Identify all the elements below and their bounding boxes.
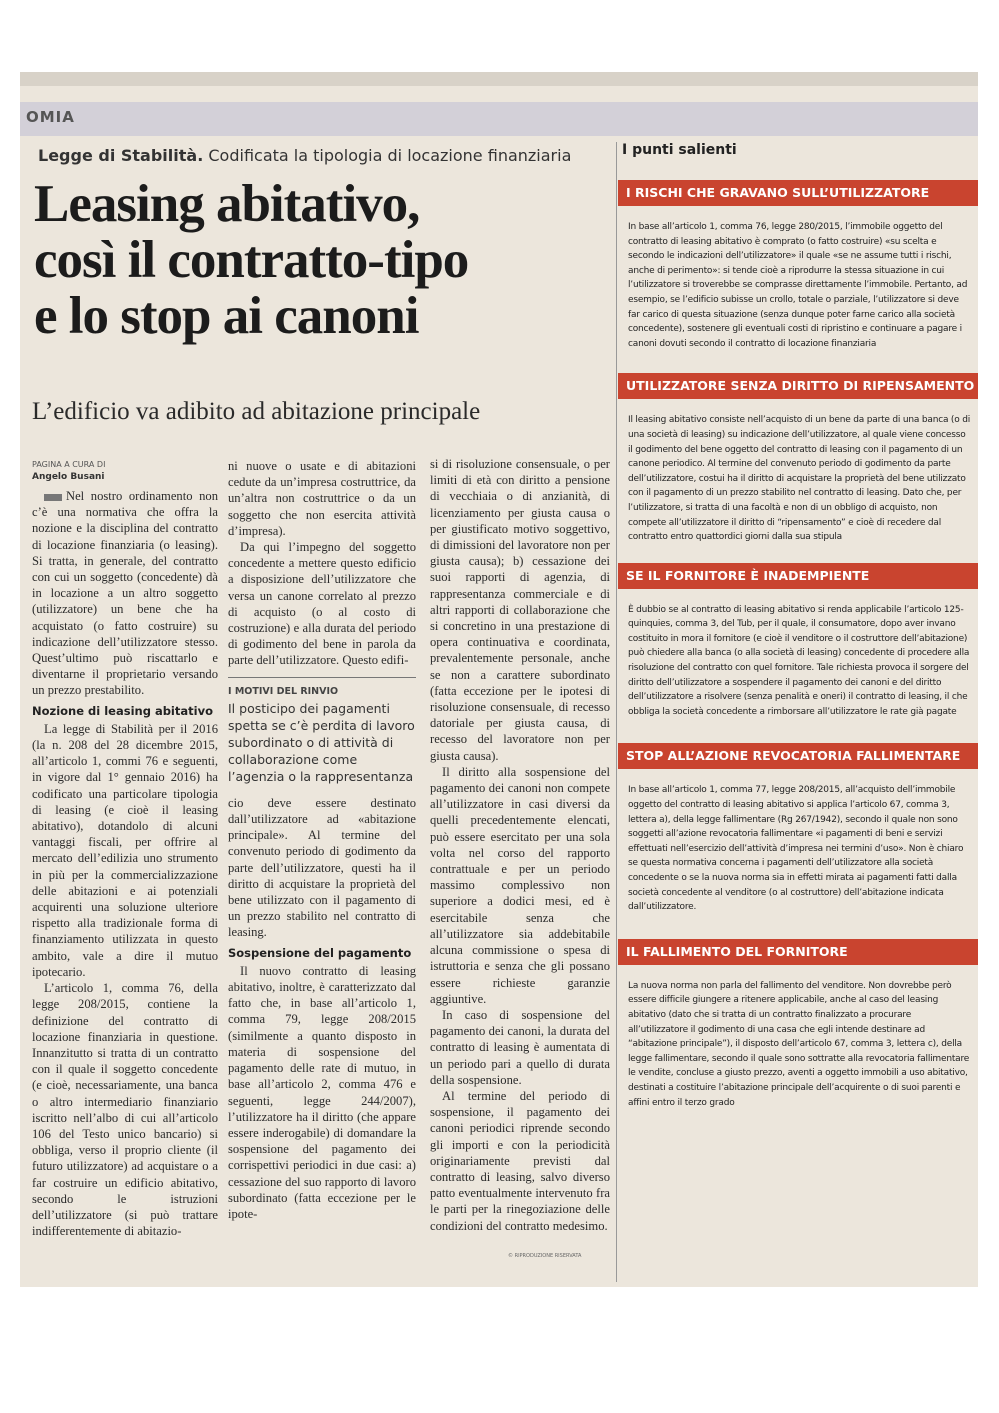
kicker-text: Codificata la tipologia di locazione finanziaria — [208, 146, 572, 165]
section-label: OMIA — [26, 108, 75, 126]
section-heading: Sospensione del pagamento — [228, 945, 412, 960]
pull-quote-text: Il posticipo dei pagamenti spetta se c’è perdita di lavoro subordinato o di attività di collaborazione come l’agenzia o la rappresentanza — [228, 700, 415, 784]
top-margin-band — [20, 72, 978, 86]
newspaper-clipping — [20, 72, 978, 1287]
sidebar-key-points — [618, 142, 978, 1287]
sidebar-text: La nuova norma non parla del fallimento del venditore. Non dovrebbe però essere difficile giungere a ritenere applicabile, anche al caso del leasing abitativo (dato che si tratta di un contratto finalizzato a procurare all’utilizzatore il godimento di una casa che egli intende destinare ad “abitazione principale”), il disposto dell’articolo 67, comma 3, lettera c), della legge fallimentare, secondo il quale sono sottratte alla revocatoria fallimentare le vendite, concluse a giusto prezzo, aventi a oggetto immobili a uso abitativo, destinati a costituire l’abitazione principale dell’acquirente o di suoi parenti e affini entro il terzo grado — [628, 980, 970, 1108]
sidebar-heading: I RISCHI CHE GRAVANO SULL’UTILIZZATORE — [618, 180, 978, 206]
sidebar-heading: STOP ALL’AZIONE REVOCATORIA FALLIMENTARE — [618, 743, 978, 769]
copyright-note: © RIPRODUZIONE RISERVATA — [508, 1253, 582, 1259]
pull-quote-title: I MOTIVI DEL RINVIO — [228, 685, 339, 697]
paragraph: Da qui l’impegno del soggetto concedente a mettere questo edificio a disposizione dell’utilizzatore che versa un canone correlato al prezzo di acquisto (o al costo di costruzione) e alla durata del periodo di godimento del bene in parola da parte dell’utilizzatore. Questo edifi- — [228, 540, 416, 668]
sidebar-heading: IL FALLIMENTO DEL FORNITORE — [618, 939, 978, 965]
sidebar-text: In base all’articolo 1, comma 77, legge 208/2015, all’acquisto dell’immobile oggetto del contratto di leasing abitativo si applica l’articolo 67, comma 3, lettera a), della legge fallimentare (Rg 267/1942), secondo il quale non sono soggetti all’azione revocatoria fallimentare «i pagamenti di beni e servizi effettuati nell’esercizio dell’attività d’impresa nei termini d’uso». Non è chiaro se questa normativa concerna i pagamenti dell’utilizzatore alla società concedente o se la nuova norma sia in effetti mirata ai pagamenti fatti dalla società concedente al venditore (o al costruttore) dell’abitazione indicata dall’utilizzatore. — [628, 785, 964, 913]
paragraph-marker-icon — [44, 494, 62, 501]
kicker-bold: Legge di Stabilità. — [38, 146, 204, 165]
subheadline: L’edificio va adibito ad abitazione principale — [32, 398, 481, 425]
article-column-2 — [228, 458, 416, 1222]
article-column-3 — [430, 456, 610, 1234]
paragraph: ni nuove o usate e di abitazioni cedute da un’impresa costruttrice, da un’altra non costruttrice o da un soggetto che non esercita attività d’impresa). — [228, 459, 416, 538]
sidebar-text: Il leasing abitativo consiste nell’acquisto di un bene da parte di una banca (o di una società di leasing) su indicazione dell’utilizzatore, al quale viene concesso il godimento del bene oggetto del contratto di leasing con il pagamento di un canone periodico. Al termine del convenuto periodo di godimento da parte dell’utilizzatore, costui ha il diritto di acquistare la proprietà del bene utilizzato con il pagamento di un prezzo stabilito nel contratto di leasing. Dato che, per l’utilizzatore, si tratta di una facoltà e non di un obbligo di acquisto, non compete all’utilizzatore il diritto di “ripensamento” e cioè di recedere dal contratto entro quattordici giorni dalla sua stipula — [628, 415, 971, 543]
sidebar-text: È dubbio se al contratto di leasing abitativo si renda applicabile l’articolo 125-quinquies, comma 3, del Tub, per il quale, il consumatore, dopo aver invano costituito in mora il fornitore (e cioè il venditore o il costruttore dell’abitazione) può chiedere alla banca (o alla società di leasing) concedente di procedere alla risoluzione del contratto con quel fornitore. Tale richiesta provoca il sorgere del diritto dell’utilizzatore a sospendere il pagamento dei canoni e del diritto dell’utilizzatore a risolvere (senza penalità e oneri) il contratto di leasing, il che obbliga la società concedente a rimborsare all’utilizzatore le rate già pagate — [628, 604, 970, 717]
paragraph: Il diritto alla sospensione del pagamento dei canoni non compete all’utilizzatore in casi diversi da quelli precedentemente elencati, può essere esercitato per una sola volta nel corso del rapporto contrattuale e per un periodo massimo complessivo non superiore a dodici mesi, ed è esercitabile senza che all’utilizzatore sia addebitabile alcuna commissione o spesa di istruttoria e senza che gli possano essere richieste garanzie aggiuntive. — [430, 764, 610, 1006]
paragraph: In caso di sospensione del pagamento dei canoni, la durata del contratto di leasing è aumentata di un periodo pari a quello di durata della sospensione. — [430, 1007, 610, 1087]
paragraph: si di risoluzione consensuale, o per limiti di età con diritto a pensione di vecchiaia o di anzianità, di licenziamento per giusta causa o per giustificato motivo soggettivo, di dimissioni del lavoratore non per giusta causa); b) cessazione dei suoi rapporti di agenzia, di rappresentanza commerciale e di altri rapporti di collaborazione che si concretino in una prestazione di opera continuativa e coordinata, prevalentemente personale, anche se non a carattere subordinato (fatta eccezione per le ipotesi di risoluzione consensuale, di recesso datoriale per giusta causa, di recesso del lavoratore non per giusta causa). — [430, 457, 610, 763]
sidebar-title: I punti salienti — [622, 142, 737, 158]
paragraph: cio deve essere destinato dall’utilizzatore ad «abitazione principale». Al termine del convenuto periodo di godimento da parte dell’utilizzatore, questi ha il diritto di acquistare la proprietà del bene utilizzato con il pagamento di un prezzo stabilito nel contratto di leasing. — [228, 795, 416, 940]
paragraph: La legge di Stabilità per il 2016 (la n. 208 del 28 dicembre 2015, all’articolo 1, commi 76 e seguenti, in vigore dal 1° gennaio 2016) ha codificato una particolare tipologia di leasing (e cioè il leasing abitativo), dotandolo di alcuni vantaggi fiscali, per offrire al mercato dell’edilizia uno strumento in più per la commercializzazione delle abitazioni e ai potenziali acquirenti una soluzione ulteriore rispetto alla tradizionale forma di finanziamento utilizzata in questo ambito, vale a dire il mutuo ipotecario. — [32, 721, 218, 979]
paragraph: Il nuovo contratto di leasing abitativo, inoltre, è caratterizzato dal fatto che, in base all’articolo 1, comma 79, legge 208/2015 (similmente a quanto disposto in materia di sospensione del pagamento delle rate di mutuo, in base all’articolo 2, comma 476 e seguenti, legge 244/2007), l’utilizzatore ha il diritto (che appare essere inderogabile) di domandare la sospensione del pagamento dei corrispettivi periodici in due casi: a) cessazione del suo rapporto di lavoro subordinato (fatta eccezione per le ipote- — [228, 963, 416, 1221]
section-header-bar — [20, 102, 978, 136]
column-divider — [616, 142, 617, 1282]
sidebar-heading: SE IL FORNITORE È INADEMPIENTE — [618, 563, 978, 589]
sidebar-heading: UTILIZZATORE SENZA DIRITTO DI RIPENSAMENTO — [618, 373, 978, 399]
pull-quote-box — [228, 677, 416, 785]
headline — [34, 176, 614, 344]
headline-line-3: e lo stop ai canoni — [34, 287, 419, 345]
paragraph: Al termine del periodo di sospensione, il pagamento dei canoni periodici riprende secondo gli importi e con la periodicità originariamente previsti dal contratto di leasing, salvo diverso patto eventualmente intervenuto fra le parti per la rinegoziazione delle condizioni del contratto medesimo. — [430, 1088, 610, 1233]
kicker — [38, 146, 571, 165]
byline-prefix: PAGINA A CURA DI — [32, 460, 106, 469]
byline-author: Angelo Busani — [32, 472, 105, 482]
headline-line-2: così il contratto-tipo — [34, 231, 469, 289]
paragraph-text: Nel nostro ordinamento non c’è una normativa che offra la nozione e la disciplina del contratto di locazione finanziaria (o leasing). Si tratta, in generale, del contratto con cui un soggetto (concedente) dà in locazione a un altro soggetto (utilizzatore) un bene che ha acquistato (o fatto costruire) su indicazione dell’utilizzatore stesso. Quest’ultimo può riscattarlo e diventarne il proprietario versando un prezzo prestabilito. — [32, 489, 218, 698]
sidebar-text: In base all’articolo 1, comma 76, legge 280/2015, l’immobile oggetto del contratto di leasing abitativo è comprato (o fatto costruire) «su scelta e secondo le indicazioni dell’utilizzatore» il quale «se ne assume tutti i rischi, anche di perimento»: si tende cioè a riprodurre la stessa situazione in cui l’utilizzatore si troverebbe se comprasse direttamente l’immobile. Pertanto, ad esempio, se l’edificio subisse un crollo, totale o parziale, l’utilizzatore si deve far carico di questa situazione (senza dunque poter farne carico alla società concedente), sostenere gli eventuali costi di ripristino e continuare a pagare i canoni dovuti secondo il contratto di locazione finanziaria — [628, 222, 968, 349]
section-heading: Nozione di leasing abitativo — [32, 703, 213, 718]
paragraph: L’articolo 1, comma 76, della legge 208/2015, contiene la definizione del contratto di locazione finanziaria in questione. Innanzitutto si tratta di un contratto con il quale il soggetto concedente (e cioè, necessariamente, una banca o altro intermediario finanziario iscritto nell’albo di cui all’articolo 106 del Testo unico bancario) si obbliga, verso il proprio cliente (il futuro utilizzatore) ad acquistare o a far costruire un edificio abitativo, secondo le istruzioni dell’utilizzatore (si può trattare indifferentemente di abitazio- — [32, 981, 218, 1239]
paragraph — [32, 488, 218, 699]
article-column-1 — [32, 488, 218, 1239]
headline-line-1: Leasing abitativo, — [34, 175, 420, 233]
